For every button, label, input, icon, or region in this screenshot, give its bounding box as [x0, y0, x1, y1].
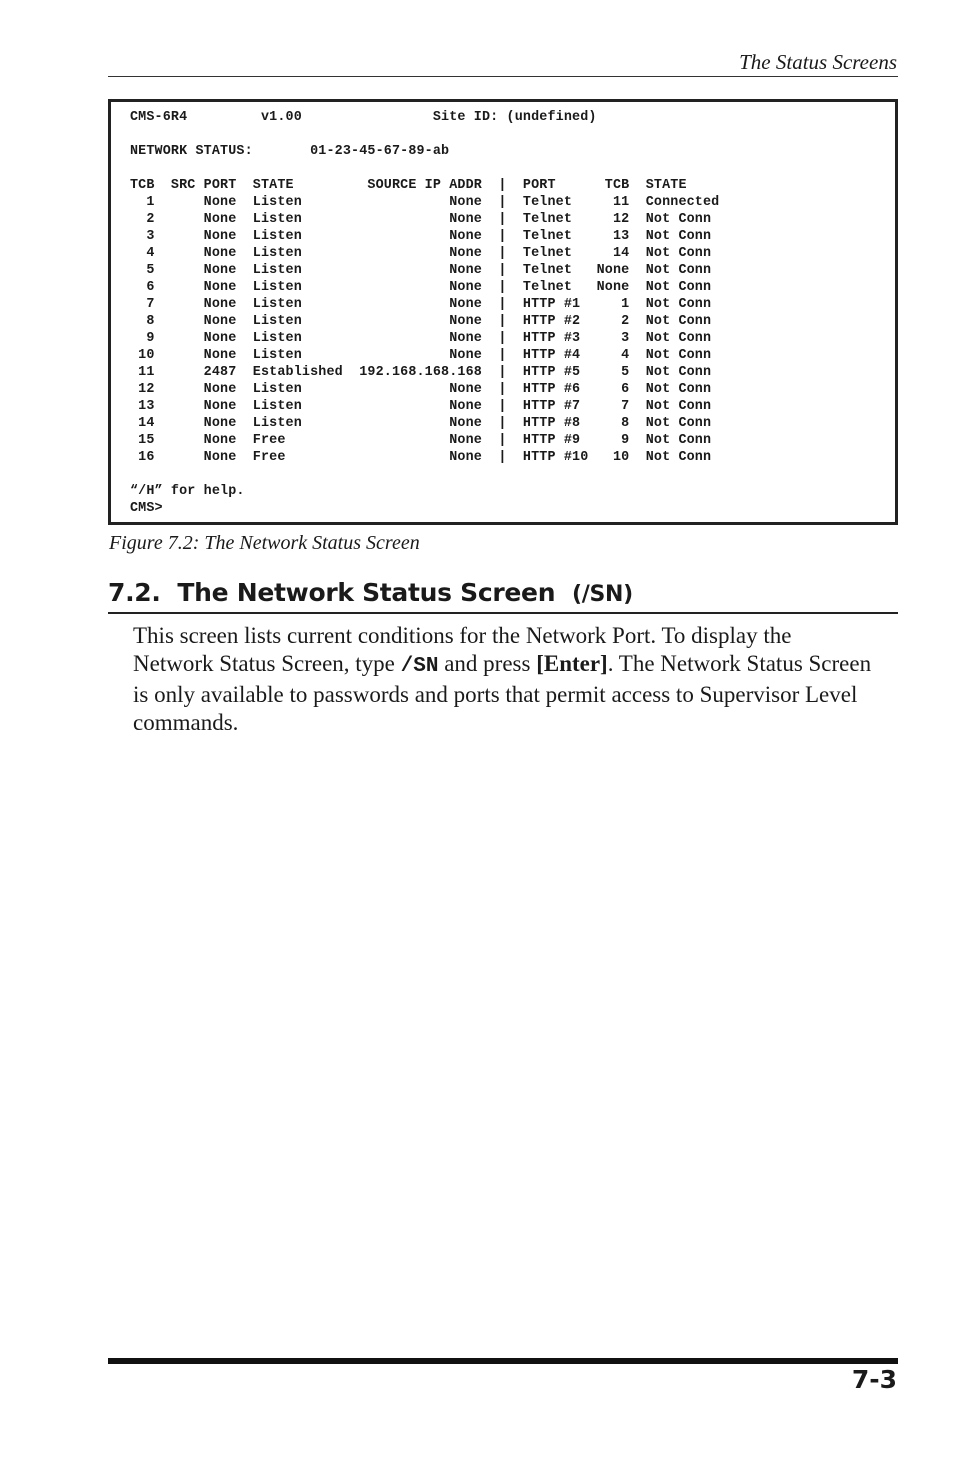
section-rule [108, 612, 898, 614]
terminal-column-headers: TCB SRC PORT STATE SOURCE IP ADDR | PORT TCB STATE [130, 178, 687, 193]
terminal-line: CMS-6R4 v1.00 Site ID: (undefined) [130, 110, 597, 125]
body-paragraph [133, 622, 873, 737]
figure-caption: Figure 7.2: The Network Status Screen [109, 532, 420, 554]
terminal-help-hint: “/H” for help. [130, 484, 245, 499]
terminal-row: 16 None Free None | HTTP #10 10 Not Conn [130, 450, 712, 465]
terminal-line: NETWORK STATUS: 01-23-45-67-89-ab [130, 144, 450, 159]
terminal-row: 1 None Listen None | Telnet 11 Connected [130, 195, 720, 210]
terminal-row: 13 None Listen None | HTTP #7 7 Not Conn [130, 399, 712, 414]
section-title: The Network Status Screen [177, 578, 556, 607]
network-status-screen-figure [108, 99, 898, 525]
terminal-row: 9 None Listen None | HTTP #3 3 Not Conn [130, 331, 712, 346]
terminal-row: 5 None Listen None | Telnet None Not Conn [130, 263, 712, 278]
terminal-row: 3 None Listen None | Telnet 13 Not Conn [130, 229, 712, 244]
footer-rule [108, 1358, 898, 1364]
section-number: 7.2. [108, 578, 161, 607]
body-key: [Enter] [536, 651, 608, 676]
terminal-row: 6 None Listen None | Telnet None Not Conn [130, 280, 712, 295]
body-command: /SN [400, 655, 439, 678]
terminal-row: 15 None Free None | HTTP #9 9 Not Conn [130, 433, 712, 448]
terminal-row: 2 None Listen None | Telnet 12 Not Conn [130, 212, 712, 227]
section-heading [108, 578, 633, 607]
terminal-row: 7 None Listen None | HTTP #1 1 Not Conn [130, 297, 712, 312]
terminal-row: 11 2487 Established 192.168.168.168 | HTTP #5 5 Not Conn [130, 365, 712, 380]
terminal-prompt: CMS> [130, 501, 163, 516]
body-text-part: This screen lists current conditions for the Network Port. To display the Network Status Screen, type [133, 623, 792, 676]
running-head-title: The Status Screens [739, 50, 897, 74]
body-text-part: and press [438, 651, 537, 676]
body-text-part: . The Network Status Screen is only available to passwords and ports that permit access to Supervisor Level commands. [133, 651, 872, 735]
terminal-row: 12 None Listen None | HTTP #6 6 Not Conn [130, 382, 712, 397]
terminal-row: 8 None Listen None | HTTP #2 2 Not Conn [130, 314, 712, 329]
terminal-row: 14 None Listen None | HTTP #8 8 Not Conn [130, 416, 712, 431]
page-number: 7-3 [851, 1365, 897, 1394]
section-command: (/SN) [572, 582, 633, 607]
header-rule [108, 76, 898, 77]
terminal-row: 4 None Listen None | Telnet 14 Not Conn [130, 246, 712, 261]
terminal-row: 10 None Listen None | HTTP #4 4 Not Conn [130, 348, 712, 363]
